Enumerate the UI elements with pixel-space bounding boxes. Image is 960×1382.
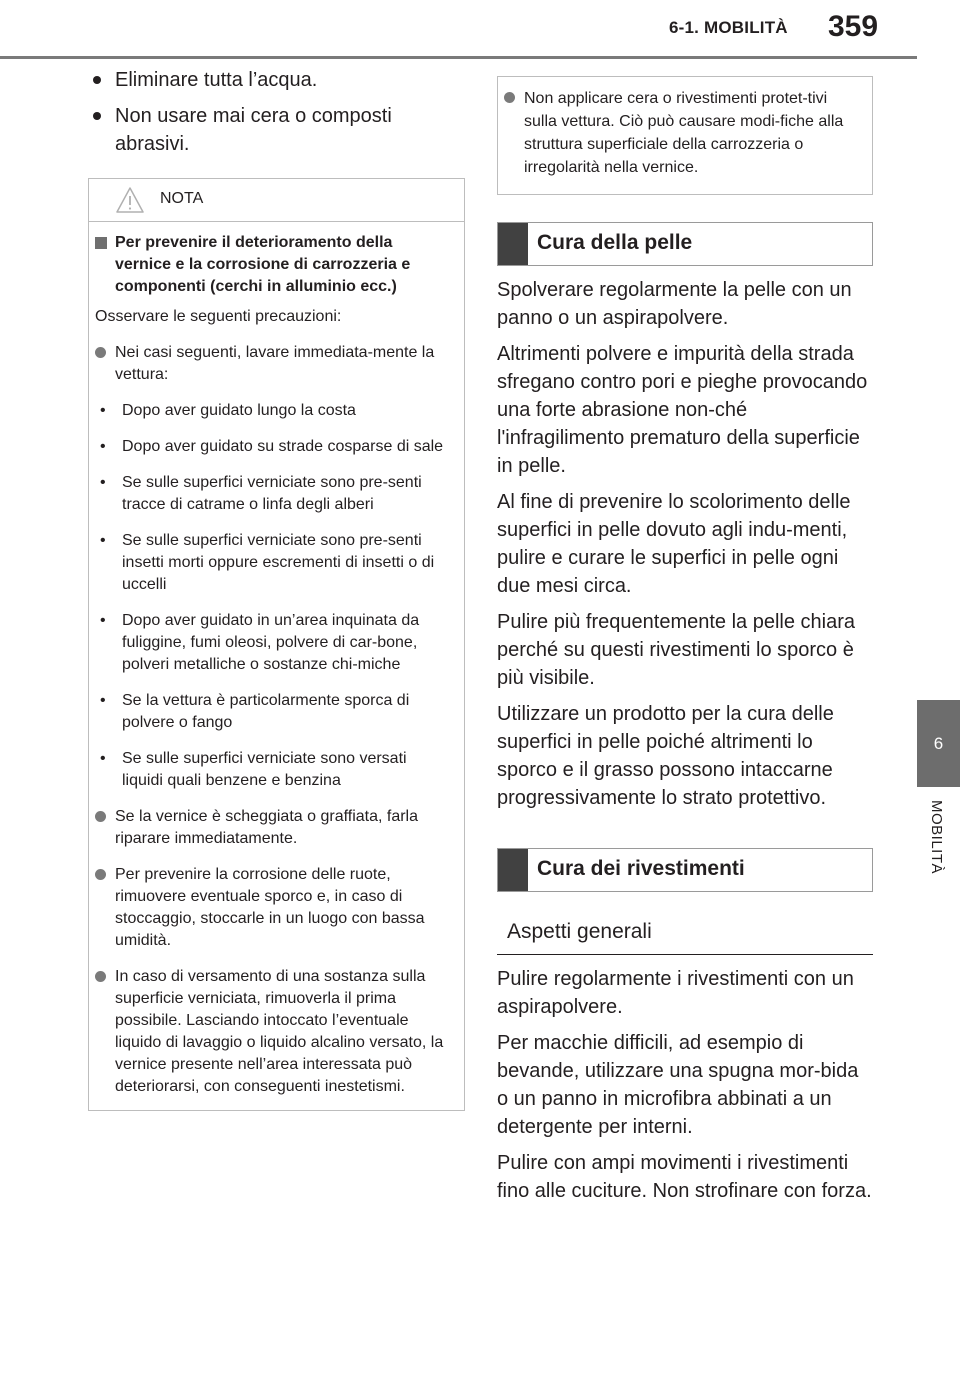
notice-item-text: In caso di versamento di una sostanza sulla superficie verniciata, rimuoverla il prima possibile. Lasciando intoccato l’eventuale liquido di lavaggio o liquido alcalino versato, la vernice presente nell’area interessata può deteriorarsi, con conseguenti inestetismi. [115, 968, 444, 1095]
section-body [497, 276, 873, 812]
dash-item [95, 690, 446, 734]
paragraph: Pulire più frequentemente la pelle chiara perché su questi rivestimenti lo sporco è più visibile. [497, 611, 855, 689]
paragraph: Per macchie difficili, ad esempio di bevande, utilizzare una spugna mor-bida o un panno in microfibra abbinati a un detergente per interni. [497, 1032, 859, 1138]
notice-item [95, 806, 446, 850]
section-heading [497, 222, 873, 266]
dash-item [95, 400, 446, 422]
dash-marker: • [100, 402, 106, 419]
notice-item-text: Se la vernice è scheggiata o graffiata, farla riparare immediatamente. [115, 808, 418, 847]
notice-continuation-box [497, 76, 873, 195]
notice-item [95, 966, 446, 1098]
bullet-icon [93, 76, 101, 84]
paragraph: Spolverare regolarmente la pelle con un panno o un aspirapolvere. [497, 279, 852, 329]
dash-item [95, 436, 446, 458]
notice-item [95, 342, 446, 386]
section-body [497, 965, 873, 1205]
warning-icon [115, 185, 145, 215]
notice-item [504, 87, 858, 179]
dash-marker: • [100, 750, 106, 767]
circle-bullet-icon [95, 347, 106, 358]
paragraph: Pulire regolarmente i rivestimenti con un aspirapolvere. [497, 968, 854, 1018]
list-item-text: Eliminare tutta l’acqua. [115, 69, 318, 91]
header-rule [0, 56, 917, 59]
page-number: 359 [828, 10, 879, 43]
list-item [88, 66, 465, 94]
dash-item-text: Dopo aver guidato lungo la costa [122, 402, 356, 419]
dash-marker: • [100, 532, 106, 549]
notice-item-text: Per prevenire la corrosione delle ruote, rimuovere eventuale sporco e, in caso di stoccaggio, stoccarle in un luogo con bassa umidità. [115, 866, 425, 949]
square-bullet-icon [95, 237, 107, 249]
list-item [88, 102, 418, 158]
right-column [497, 66, 873, 1213]
heading-marker [498, 849, 528, 891]
dash-item [95, 748, 446, 792]
subsection-heading: Aspetti generali [497, 908, 873, 955]
dash-item-text: Dopo aver guidato in un’area inquinata da fuliggine, fumi oleosi, polvere di car-bone, polveri metalliche o sostanze chi-miche [122, 612, 420, 673]
notice-box [88, 178, 465, 1111]
dash-item-text: Se la vettura è particolarmente sporca di polvere o fango [122, 692, 410, 731]
dash-item-text: Se sulle superfici verniciate sono pre-senti tracce di catrame o linfa degli alberi [122, 474, 422, 513]
dash-marker: • [100, 612, 106, 629]
dash-item-text: Dopo aver guidato su strade cosparse di sale [122, 438, 444, 455]
notice-item [95, 864, 446, 952]
notice-header [89, 179, 464, 222]
paragraph: Al fine di prevenire lo scolorimento delle superfici in pelle dovuto agli indu-menti, pulire e curare le superfici in pelle ogni due mesi circa. [497, 491, 851, 597]
chapter-number: 6 [933, 733, 944, 753]
chapter-label: MOBILITÀ [928, 800, 945, 875]
section-title: Cura della pelle [537, 231, 693, 254]
chapter-tab [917, 700, 960, 787]
paragraph: Altrimenti polvere e impurità della strada sfregano contro pori e pieghe provocando una forte abrasione non-ché l'infragilimento prematuro della superficie in pelle. [497, 343, 868, 477]
notice-label: NOTA [160, 190, 204, 207]
circle-bullet-icon [95, 869, 106, 880]
bullet-icon [93, 112, 101, 120]
list-item-text: Non usare mai cera o composti abrasivi. [115, 105, 392, 155]
heading-marker [498, 223, 528, 265]
notice-intro: Osservare le seguenti precauzioni: [95, 308, 342, 325]
notice-item-text: Nei casi seguenti, lavare immediata-mente la vettura: [115, 344, 435, 383]
notice-heading-text: Per prevenire il deterioramento della vernice e la corrosione di carrozzeria e componenti (cerchi in alluminio ecc.) [115, 234, 411, 295]
dash-item [95, 472, 446, 516]
section-heading [497, 848, 873, 892]
circle-bullet-icon [95, 811, 106, 822]
dash-item-text: Se sulle superfici verniciate sono pre-senti insetti morti oppure escrementi di insetti o di uccelli [122, 532, 435, 593]
section-title: Cura dei rivestimenti [537, 857, 745, 880]
dash-marker: • [100, 438, 106, 455]
section-header-title: 6-1. MOBILITÀ [669, 18, 788, 37]
left-column [88, 66, 465, 1111]
notice-body [89, 222, 464, 1110]
dash-marker: • [100, 692, 106, 709]
paragraph: Utilizzare un prodotto per la cura delle superfici in pelle poiché altrimenti lo sporco e il grasso possono intaccarne progressivamente lo strato protettivo. [497, 703, 834, 809]
dash-item [95, 610, 446, 676]
notice-heading [95, 232, 446, 298]
notice-item-text: Non applicare cera o rivestimenti protet-tivi sulla vettura. Ciò può causare modi-fiche alla struttura superficiale della carrozzeria o irregolarità nella vernice. [524, 90, 844, 176]
paragraph: Pulire con ampi movimenti i rivestimenti fino alle cuciture. Non strofinare con forza. [497, 1152, 872, 1202]
circle-bullet-icon [95, 971, 106, 982]
dash-item [95, 530, 446, 596]
dash-marker: • [100, 474, 106, 491]
dash-item-text: Se sulle superfici verniciate sono versati liquidi quali benzene e benzina [122, 750, 407, 789]
circle-bullet-icon [504, 92, 515, 103]
